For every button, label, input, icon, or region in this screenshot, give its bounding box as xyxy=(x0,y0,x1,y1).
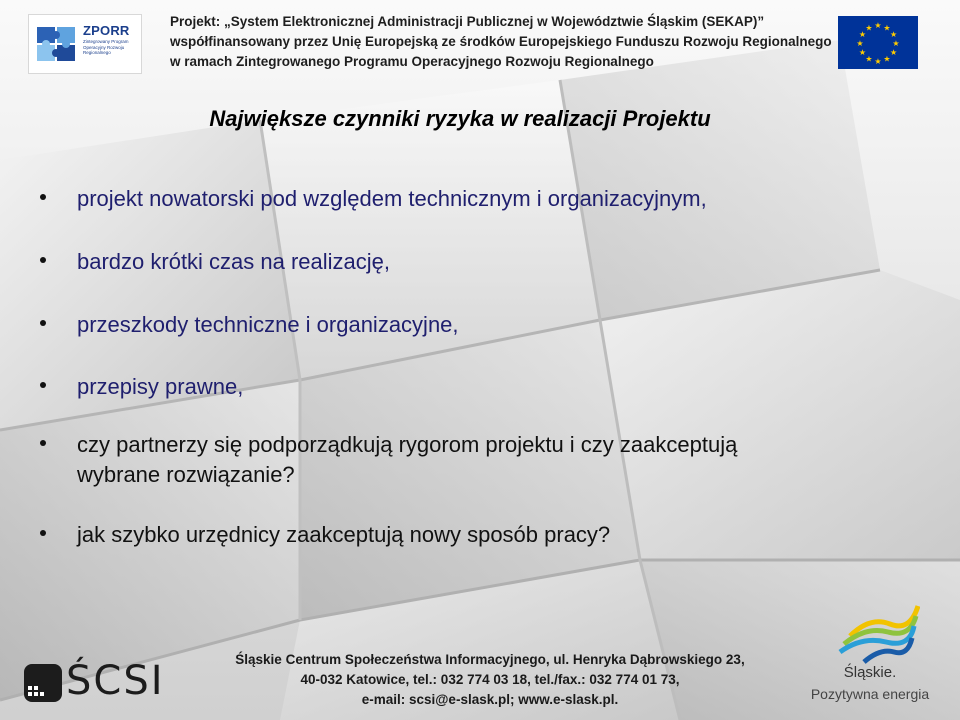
slaskie-wave-icon xyxy=(830,596,920,666)
zporr-logo xyxy=(28,14,142,74)
bullet-icon xyxy=(40,320,46,326)
svg-text:★: ★ xyxy=(858,48,866,57)
scsi-logo-text: ŚCSI xyxy=(66,658,165,704)
bullet-icon xyxy=(40,194,46,200)
eu-flag-icon xyxy=(838,16,918,69)
svg-text:★: ★ xyxy=(883,54,891,64)
list-item-text: czy partnerzy się podporządkują rygorom projektu i czy zaakceptują wybrane rozwiązanie? xyxy=(77,432,738,487)
region-slogan: Pozytywna energia xyxy=(810,686,930,702)
footer-address xyxy=(210,650,770,710)
header-line-3: w ramach Zintegrowanego Programu Operacyjnego Rozwoju Regionalnego xyxy=(170,54,654,69)
bullet-icon xyxy=(40,257,46,263)
region-name: Śląskie. xyxy=(843,664,897,681)
bullet-icon xyxy=(40,440,46,446)
zporr-logo-name: ZPORR xyxy=(83,23,130,38)
svg-text:★: ★ xyxy=(865,54,873,64)
slide-title: Największe czynniki ryzyka w realizacji Projektu xyxy=(209,106,711,131)
list-item-text: jak szybko urzędnicy zaakceptują nowy sposób pracy? xyxy=(77,522,611,547)
svg-text:★: ★ xyxy=(890,30,898,39)
svg-text:★: ★ xyxy=(856,39,864,48)
svg-text:★: ★ xyxy=(892,39,900,48)
svg-text:★: ★ xyxy=(874,57,882,66)
zporr-logo-subtitle: Zintegrowany Program Operacyjny Rozwoju Regionalnego xyxy=(83,39,129,55)
scsi-logo-icon xyxy=(22,660,66,706)
list-item-text: projekt nowatorski pod względem technicznym i organizacyjnym, xyxy=(77,186,707,211)
footer-line-3: e-mail: scsi@e-slask.pl; www.e-slask.pl. xyxy=(361,692,619,707)
svg-text:★: ★ xyxy=(883,23,891,33)
project-header xyxy=(170,12,832,72)
svg-text:★: ★ xyxy=(890,48,898,57)
zporr-puzzle-icon xyxy=(35,23,79,65)
svg-text:★: ★ xyxy=(865,23,873,33)
footer-line-2: 40-032 Katowice, tel.: 032 774 03 18, tel./fax.: 032 774 01 73, xyxy=(300,672,680,687)
svg-text:★: ★ xyxy=(858,30,866,39)
svg-text:★: ★ xyxy=(874,21,882,30)
list-item-text: przepisy prawne, xyxy=(77,374,244,399)
bullet-icon xyxy=(40,382,46,388)
header-line-2: współfinansowany przez Unię Europejską ze środków Europejskiego Funduszu Rozwoju Regionalnego xyxy=(170,34,832,49)
header-line-1: Projekt: „System Elektronicznej Administracji Publicznej w Województwie Śląskim (SEKAP)” xyxy=(170,14,765,29)
list-item-text: bardzo krótki czas na realizację, xyxy=(77,249,391,274)
footer-line-1: Śląskie Centrum Społeczeństwa Informacyjnego, ul. Henryka Dąbrowskiego 23, xyxy=(235,652,745,667)
bullet-icon xyxy=(40,530,46,536)
list-item-text: przeszkody techniczne i organizacyjne, xyxy=(77,312,459,337)
